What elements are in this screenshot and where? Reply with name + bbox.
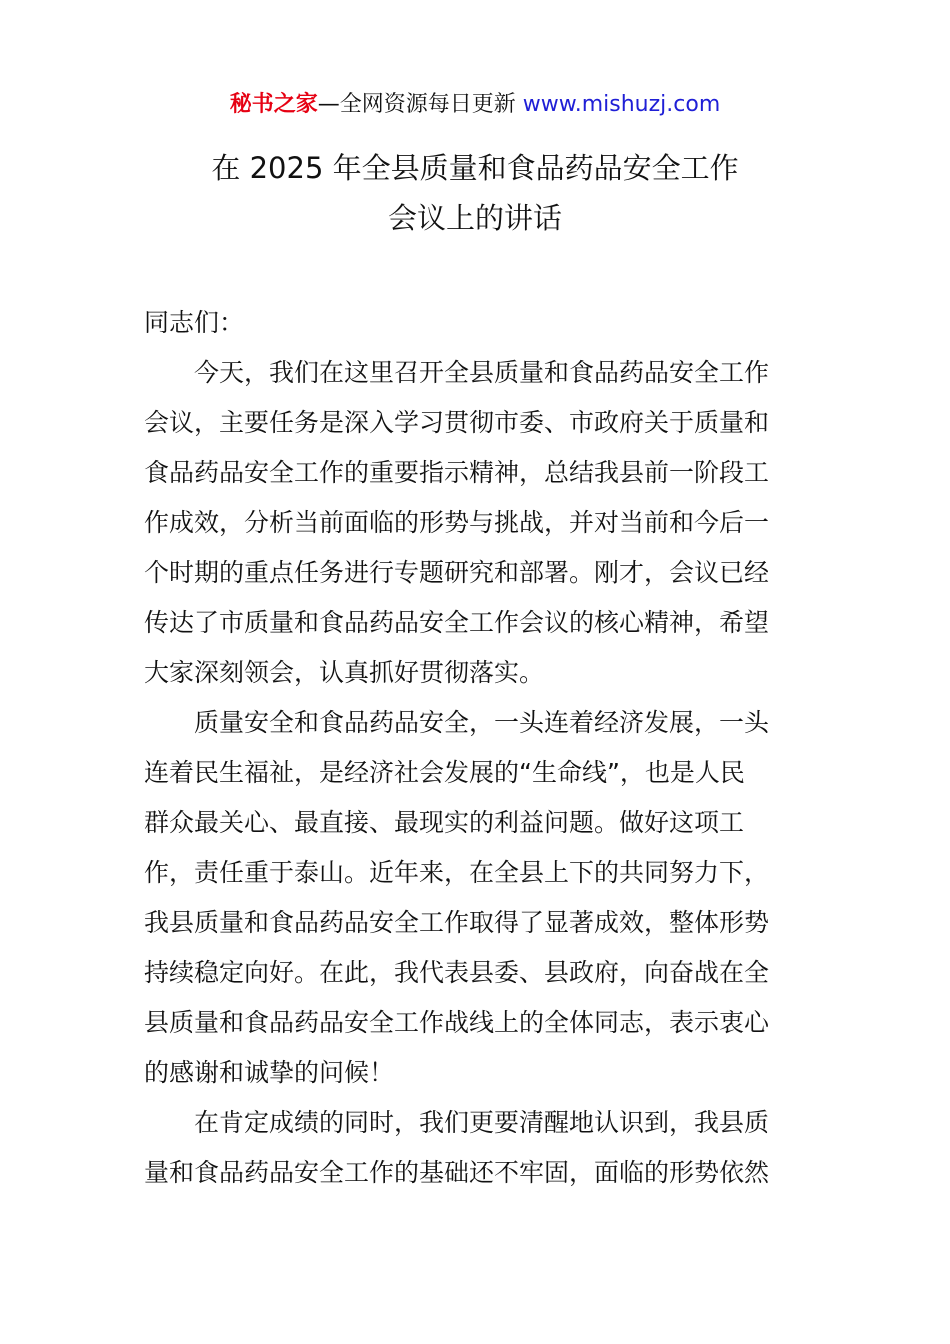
site-url-link[interactable]: www.mishuzj.com — [522, 92, 721, 117]
document-title-line-2: 会议上的讲话 — [387, 201, 562, 235]
paragraph-line: 会议，主要任务是深入学习贯彻市委、市政府关于质量和 — [144, 408, 770, 437]
document-title-line-1: 在 2025 年全县质量和食品药品安全工作 — [211, 151, 739, 185]
paragraph-line: 在肯定成绩的同时，我们更要清醒地认识到，我县质 — [194, 1108, 770, 1137]
paragraph-line: 食品药品安全工作的重要指示精神，总结我县前一阶段工 — [144, 458, 770, 487]
salutation: 同志们： — [144, 308, 245, 337]
paragraph-line: 大家深刻领会，认真抓好贯彻落实。 — [144, 658, 545, 687]
paragraph-line: 县质量和食品药品安全工作战线上的全体同志，表示衷心 — [144, 1008, 770, 1037]
speech-body — [144, 298, 809, 1198]
paragraph-line: 个时期的重点任务进行专题研究和部署。刚才，会议已经 — [144, 558, 770, 587]
paragraph-line: 持续稳定向好。在此，我代表县委、县政府，向奋战在全 — [144, 958, 770, 987]
paragraph-line: 作成效，分析当前面临的形势与挑战，并对当前和今后一 — [144, 508, 770, 537]
paragraph-line: 量和食品药品安全工作的基础还不牢固，面临的形势依然 — [144, 1158, 770, 1187]
paragraph-line: 群众最关心、最直接、最现实的利益问题。做好这项工 — [144, 808, 745, 837]
header-tagline: —全网资源每日更新 — [317, 92, 523, 117]
paragraph-line: 质量安全和食品药品安全，一头连着经济发展，一头 — [194, 708, 770, 737]
paragraph-line: 连着民生福祉，是经济社会发展的“生命线”，也是人民 — [144, 758, 745, 787]
paragraph-line: 今天，我们在这里召开全县质量和食品药品安全工作 — [194, 358, 770, 387]
paragraph-line: 作，责任重于泰山。近年来，在全县上下的共同努力下， — [144, 858, 770, 887]
paragraph-line: 的感谢和诚挚的问候！ — [144, 1058, 395, 1087]
site-header — [0, 90, 950, 120]
paragraph-line: 传达了市质量和食品药品安全工作会议的核心精神，希望 — [144, 608, 770, 637]
brand-name: 秘书之家 — [229, 92, 318, 117]
paragraph-line: 我县质量和食品药品安全工作取得了显著成效，整体形势 — [144, 908, 770, 937]
